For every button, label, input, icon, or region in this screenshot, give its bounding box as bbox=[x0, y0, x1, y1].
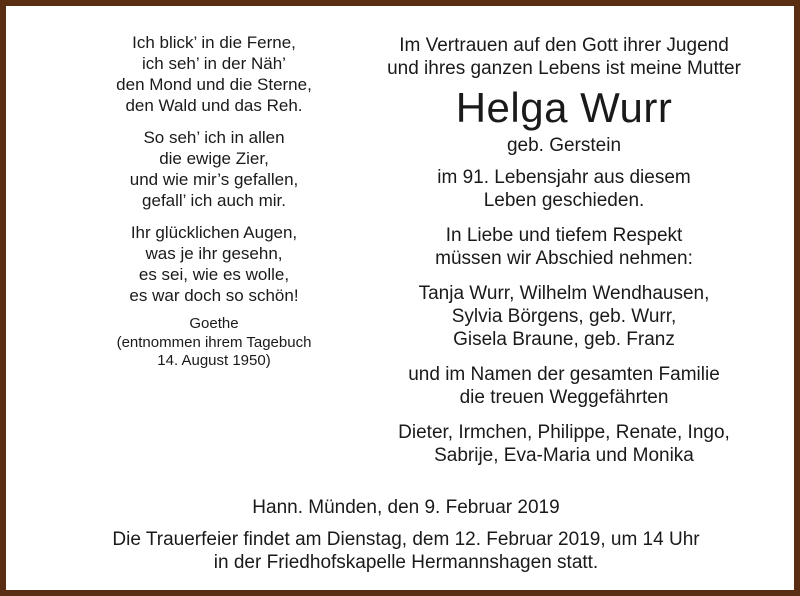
companions-line: Sabrije, Eva-Maria und Monika bbox=[434, 445, 694, 466]
poem-line: die ewige Zier, bbox=[159, 149, 269, 168]
poem-stanza-1 bbox=[86, 32, 342, 116]
poem-line: Ihr glücklichen Augen, bbox=[130, 223, 298, 242]
poem-source-line: (entnommen ihrem Tagebuch bbox=[116, 333, 312, 351]
ceremony-line: Die Trauerfeier findet am Dienstag, dem 12. Februar 2019, um 14 Uhr bbox=[112, 529, 700, 550]
poem-line: ich seh’ in der Näh’ bbox=[142, 54, 286, 73]
death-notice bbox=[358, 34, 770, 467]
poem-line: und wie mir’s gefallen, bbox=[129, 170, 299, 189]
poem-column bbox=[86, 32, 342, 371]
intro-line: und ihres ganzen Lebens ist meine Mutter bbox=[387, 58, 741, 79]
poem-line: es war doch so schön! bbox=[129, 286, 299, 305]
poem-attribution bbox=[86, 315, 342, 371]
family-member-line: Gisela Braune, geb. Franz bbox=[453, 329, 675, 350]
family-note-line: und im Namen der gesamten Familie bbox=[408, 364, 720, 385]
companions-line: Dieter, Irmchen, Philippe, Renate, Ingo, bbox=[398, 422, 730, 443]
maiden-name: geb. Gerstein bbox=[506, 135, 622, 156]
age-line: im 91. Lebensjahr aus diesem bbox=[437, 167, 691, 188]
poem-line: es sei, wie es wolle, bbox=[138, 265, 290, 284]
poem-source-line: 14. August 1950) bbox=[157, 352, 271, 369]
poem-author: Goethe bbox=[189, 315, 239, 332]
place-date: Hann. Münden, den 9. Februar 2019 bbox=[252, 497, 560, 518]
poem-line: den Mond und die Sterne, bbox=[116, 75, 312, 94]
poem-line: So seh’ ich in allen bbox=[143, 128, 285, 147]
ceremony-line: in der Friedhofskapelle Hermannshagen statt. bbox=[213, 552, 599, 573]
family-member-line: Sylvia Börgens, geb. Wurr, bbox=[451, 306, 677, 327]
family-member-line: Tanja Wurr, Wilhelm Wendhausen, bbox=[418, 283, 710, 304]
age-line: Leben geschieden. bbox=[483, 190, 645, 211]
poem-line: den Wald und das Reh. bbox=[125, 96, 303, 115]
intro-line: Im Vertrauen auf den Gott ihrer Jugend bbox=[399, 35, 729, 56]
poem-stanza-3 bbox=[86, 222, 342, 306]
deceased-name: Helga Wurr bbox=[455, 84, 673, 131]
farewell-line: müssen wir Abschied nehmen: bbox=[435, 248, 693, 269]
poem-line: Ich blick’ in die Ferne, bbox=[132, 33, 296, 52]
family-note-line: die treuen Weggefährten bbox=[459, 387, 669, 408]
poem-stanza-2 bbox=[86, 127, 342, 211]
poem-line: gefall’ ich auch mir. bbox=[142, 191, 286, 210]
poem-line: was je ihr gesehn, bbox=[145, 244, 283, 263]
farewell-line: In Liebe und tiefem Respekt bbox=[445, 225, 683, 246]
footer bbox=[6, 496, 800, 574]
